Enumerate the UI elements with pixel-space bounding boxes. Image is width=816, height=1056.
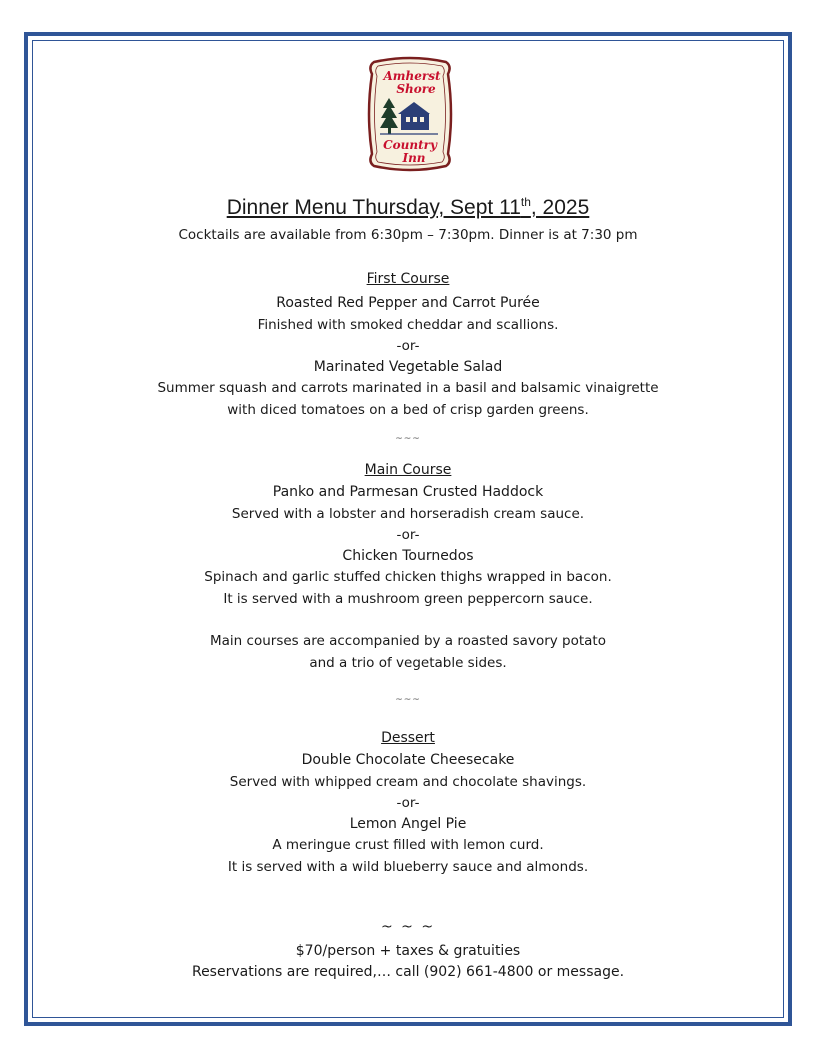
dessert-heading: Dessert [381, 730, 435, 746]
main-course-note-2: and a trio of vegetable sides. [309, 655, 507, 671]
main-course-option-2-desc-1: Spinach and garlic stuffed chicken thighs wrapped in bacon. [204, 569, 612, 585]
dessert-option-2-desc-2: It is served with a wild blueberry sauce and almonds. [227, 859, 589, 875]
logo-word-4: Inn [402, 151, 426, 165]
price: $70/person + taxes & gratuities [295, 943, 521, 959]
logo-word-2: Shore [396, 82, 436, 96]
reservations-info: Reservations are required,… call (902) 661-4800 or message. [191, 964, 625, 980]
cocktails-info: Cocktails are available from 6:30pm – 7:30pm. Dinner is at 7:30 pm [178, 227, 638, 243]
first-course-option-2-desc-1: Summer squash and carrots marinated in a basil and balsamic vinaigrette [157, 380, 659, 396]
main-course-option-1-name: Panko and Parmesan Crusted Haddock [272, 484, 544, 500]
main-course-option-2-desc-2: It is served with a mushroom green peppercorn sauce. [223, 591, 593, 607]
separator-3: ~ ~ ~ [380, 919, 436, 935]
first-course-or: -or- [396, 338, 420, 354]
first-course-option-1-name: Roasted Red Pepper and Carrot Purée [276, 295, 540, 311]
menu-title: Dinner Menu Thursday, Sept 11th, 2025 [226, 195, 590, 219]
separator-1: ~~~ [395, 434, 421, 444]
main-course-heading: Main Course [364, 462, 452, 478]
logo-word-1: Amherst [383, 69, 441, 83]
dessert-option-1-desc: Served with whipped cream and chocolate shavings. [229, 774, 587, 790]
first-course-option-1-desc: Finished with smoked cheddar and scallions. [257, 317, 559, 333]
first-course-option-2-name: Marinated Vegetable Salad [313, 359, 503, 375]
dessert-option-2-desc-1: A meringue crust filled with lemon curd. [272, 837, 544, 853]
first-course-heading: First Course [366, 271, 450, 287]
main-course-option-1-desc: Served with a lobster and horseradish cream sauce. [231, 506, 585, 522]
dessert-or: -or- [396, 795, 420, 811]
separator-2: ~~~ [395, 695, 421, 705]
logo-word-3: Country [383, 138, 437, 152]
first-course-option-2-desc-2: with diced tomatoes on a bed of crisp garden greens. [227, 402, 589, 418]
dessert-option-2-name: Lemon Angel Pie [349, 816, 467, 832]
main-course-option-2-name: Chicken Tournedos [342, 548, 474, 564]
main-course-note-1: Main courses are accompanied by a roasted savory potato [210, 633, 606, 649]
main-course-or: -or- [396, 527, 420, 543]
dessert-option-1-name: Double Chocolate Cheesecake [301, 752, 515, 768]
inn-logo [366, 56, 454, 172]
